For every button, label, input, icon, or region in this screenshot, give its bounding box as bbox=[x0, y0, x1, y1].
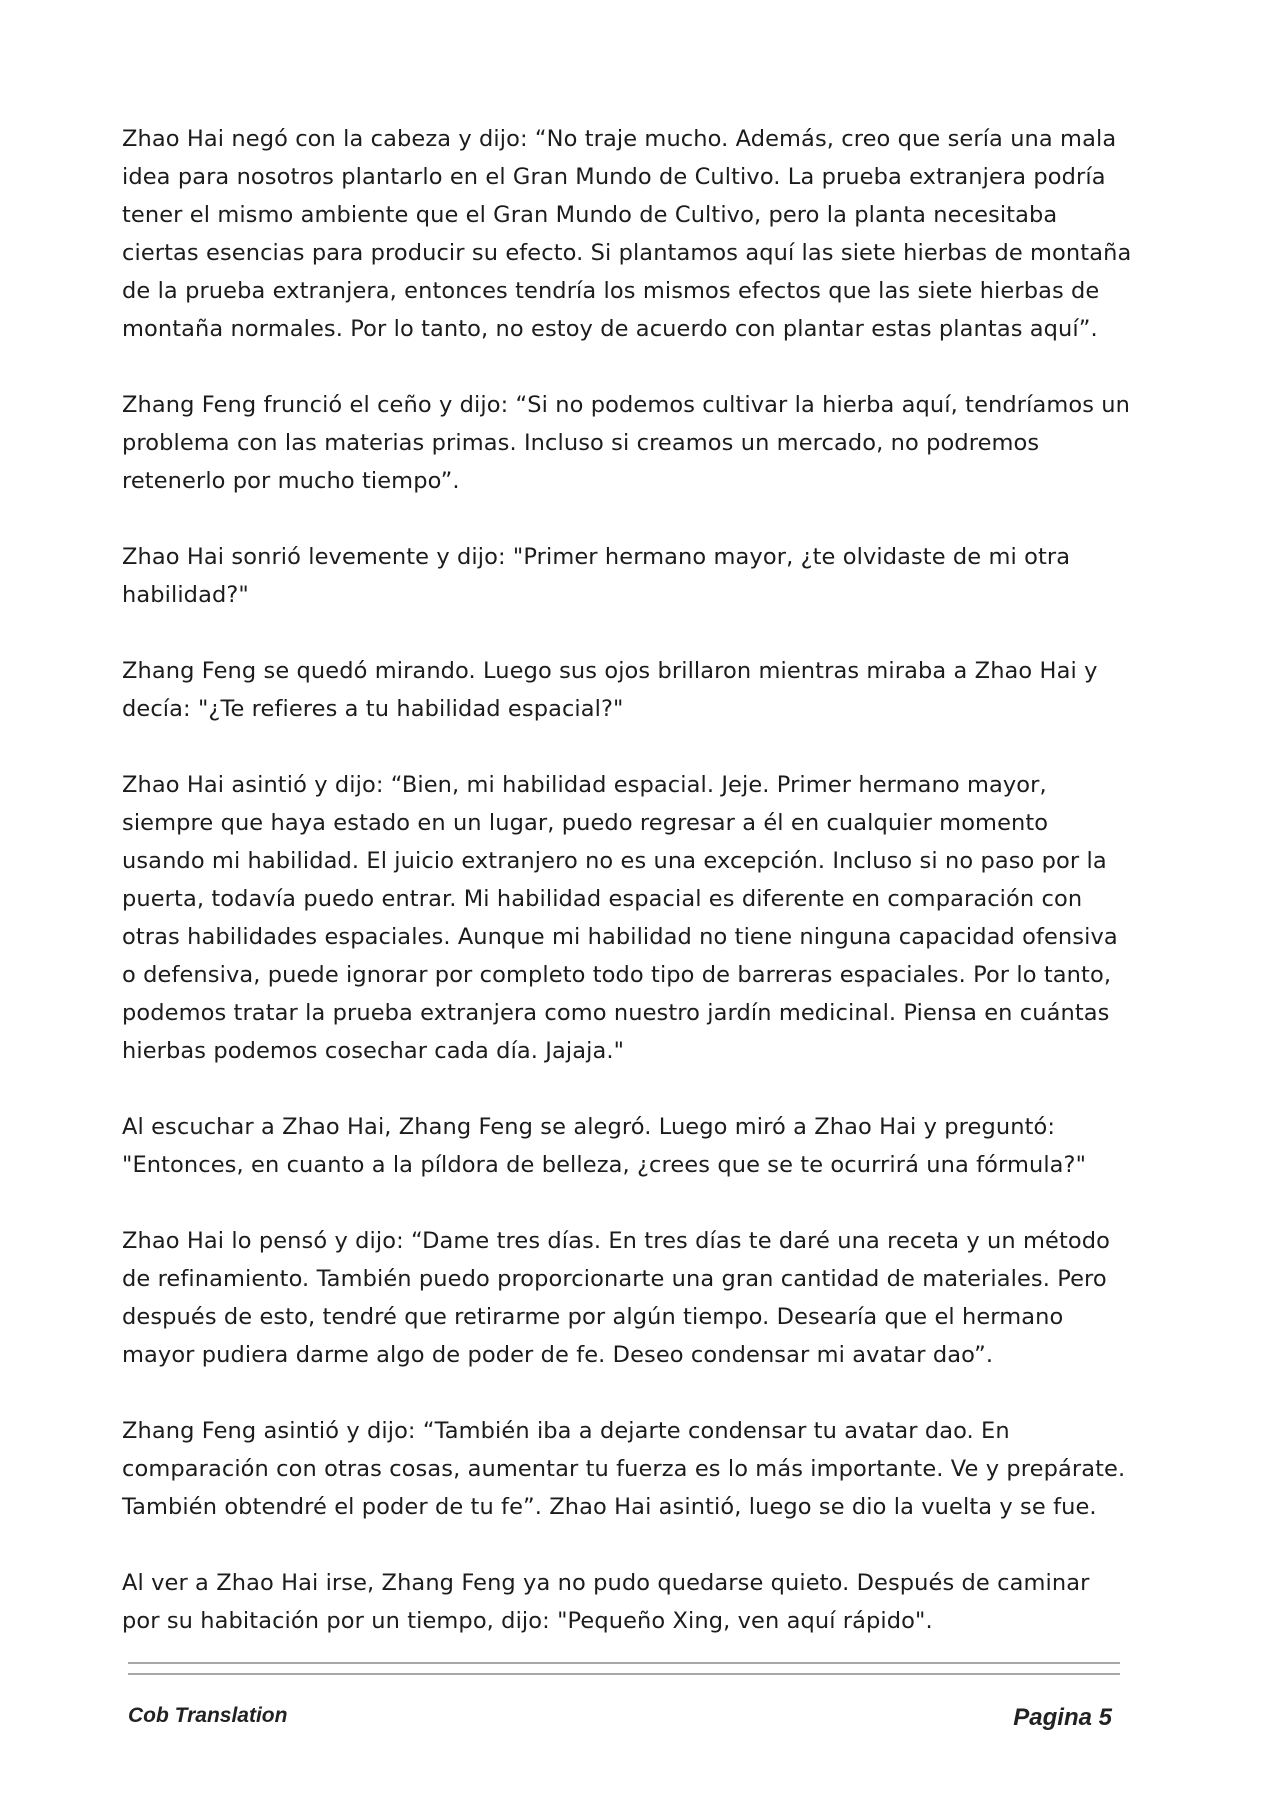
paragraph-2: Zhang Feng frunció el ceño y dijo: “Si no podemos cultivar la hierba aquí, tendríamos un problema con las materias primas. Incluso si creamos un mercado, no podremos retenerlo por mucho tiempo”. bbox=[122, 392, 1131, 494]
paragraph-9: Al ver a Zhao Hai irse, Zhang Feng ya no pudo quedarse quieto. Después de caminar por su habitación por un tiempo, dijo: "Pequeño Xing, ven aquí rápido". bbox=[122, 1570, 1090, 1634]
document-body bbox=[122, 120, 1132, 1678]
footer-divider-bottom bbox=[128, 1673, 1120, 1675]
footer-divider-top bbox=[128, 1662, 1120, 1664]
paragraph-8: Zhang Feng asintió y dijo: “También iba a dejarte condensar tu avatar dao. En comparación con otras cosas, aumentar tu fuerza es lo más importante. Ve y prepárate. También obtendré el poder de tu fe”. Zhao Hai asintió, luego se dio la vuelta y se fue. bbox=[122, 1418, 1126, 1520]
paragraph-5: Zhao Hai asintió y dijo: “Bien, mi habilidad espacial. Jeje. Primer hermano mayor, siempre que haya estado en un lugar, puedo regresar a él en cualquier momento usando mi habilidad. El juicio extranjero no es una excepción. Incluso si no paso por la puerta, todavía puedo entrar. Mi habilidad espacial es diferente en comparación con otras habilidades espaciales. Aunque mi habilidad no tiene ninguna capacidad ofensiva o defensiva, puede ignorar por completo todo tipo de barreras espaciales. Por lo tanto, podemos tratar la prueba extranjera como nuestro jardín medicinal. Piensa en cuántas hierbas podemos cosechar cada día. Jajaja." bbox=[122, 772, 1118, 1064]
paragraph-4: Zhang Feng se quedó mirando. Luego sus ojos brillaron mientras miraba a Zhao Hai y decía: "¿Te refieres a tu habilidad espacial?" bbox=[122, 658, 1098, 722]
paragraph-3: Zhao Hai sonrió levemente y dijo: "Primer hermano mayor, ¿te olvidaste de mi otra habilidad?" bbox=[122, 544, 1071, 608]
footer-page-number: Pagina 5 bbox=[1013, 1704, 1112, 1731]
paragraph-6: Al escuchar a Zhao Hai, Zhang Feng se alegró. Luego miró a Zhao Hai y preguntó: "Entonces, en cuanto a la píldora de belleza, ¿crees que se te ocurrirá una fórmula?" bbox=[122, 1114, 1087, 1178]
paragraph-1: Zhao Hai negó con la cabeza y dijo: “No traje mucho. Además, creo que sería una mala idea para nosotros plantarlo en el Gran Mundo de Cultivo. La prueba extranjera podría tener el mismo ambiente que el Gran Mundo de Cultivo, pero la planta necesitaba ciertas esencias para producir su efecto. Si plantamos aquí las siete hierbas de montaña de la prueba extranjera, entonces tendría los mismos efectos que las siete hierbas de montaña normales. Por lo tanto, no estoy de acuerdo con plantar estas plantas aquí”. bbox=[122, 126, 1132, 342]
footer-translator-credit: Cob Translation bbox=[128, 1704, 288, 1727]
paragraph-7: Zhao Hai lo pensó y dijo: “Dame tres días. En tres días te daré una receta y un método de refinamiento. También puedo proporcionarte una gran cantidad de materiales. Pero después de esto, tendré que retirarme por algún tiempo. Desearía que el hermano mayor pudiera darme algo de poder de fe. Deseo condensar mi avatar dao”. bbox=[122, 1228, 1110, 1368]
